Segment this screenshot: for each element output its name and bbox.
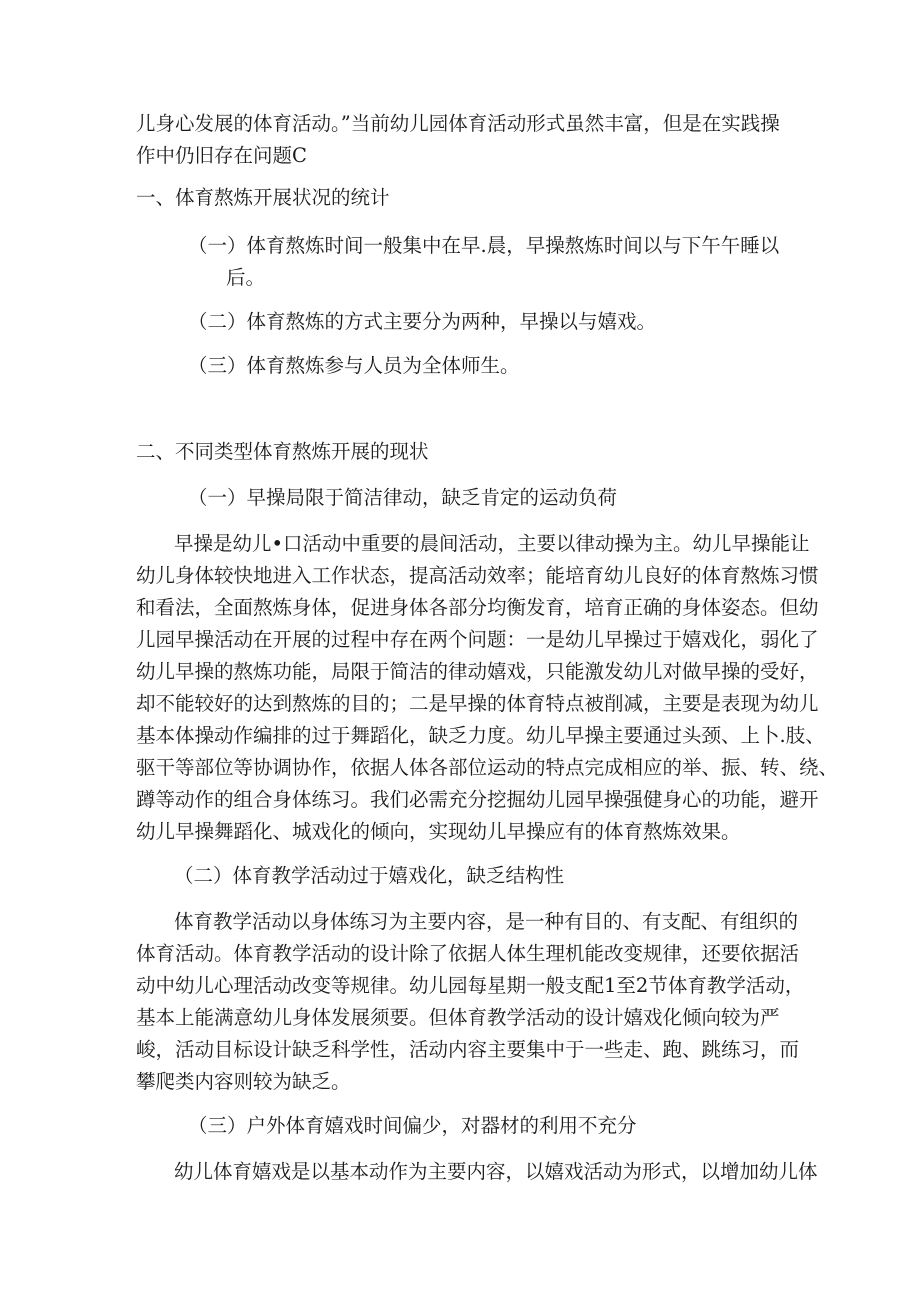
subsection-1-heading: （一）早操局限于简洁律动，缺乏肯定的运动负荷 <box>188 486 618 509</box>
paragraph-line: 儿园早操活动在开展的过程中存在两个问题：一是幼儿早操过于嬉戏化，弱化了 <box>136 628 819 651</box>
paragraph-line: 峻，活动目标设计缺乏科学性，活动内容主要集中于一些走、跑、跳练习，而 <box>136 1038 800 1061</box>
paragraph-line: 却不能较好的达到熬炼的目的；二是早操的体育特点被削减，主要是表现为幼儿 <box>136 692 819 715</box>
section-1-heading: 一、体育熬炼开展状况的统计 <box>136 186 390 209</box>
subsection-2-heading: （二）体育教学活动过于嬉戏化，缺乏结构性 <box>174 864 565 887</box>
section-1-item-3: （三）体育熬炼参与人员为全体师生。 <box>188 354 520 377</box>
paragraph-line: 体育教学活动以身体练习为主要内容，是一种有目的、有支配、有组织的 <box>174 910 799 933</box>
paragraph-line: 幼儿早操的熬炼功能，局限于简洁的律动嬉戏，只能激发幼儿对做早操的受好， <box>136 660 819 683</box>
paragraph-line: 驱干等部位等协调协作，依据人体各部位运动的特点完成相应的举、振、转、绕、 <box>136 756 839 779</box>
paragraph-line: 早操是幼儿•口活动中重要的晨间活动，主要以律动操为主。幼儿早操能让 <box>174 532 810 555</box>
intro-line: 儿身心发展的体育活动。”当前幼儿园体育活动形式虽然丰富，但是在实践操 <box>136 112 780 135</box>
paragraph-line: 幼儿早操舞蹈化、城戏化的倾向，实现幼儿早操应有的体育熬炼效果。 <box>136 820 741 843</box>
paragraph-line: 攀爬类内容则较为缺乏。 <box>136 1070 351 1093</box>
section-2-heading: 二、不同类型体育熬炼开展的现状 <box>136 440 429 463</box>
section-1-item-2: （二）体育熬炼的方式主要分为两种，早操以与嬉戏。 <box>188 310 657 333</box>
paragraph-line: 体育活动。体育教学活动的设计除了依据人体生理机能改变规律，还要依据活 <box>136 942 800 965</box>
paragraph-line: 动中幼儿心理活动改变等规律。幼儿园每星期一般支配1至2节体育教学活动， <box>136 974 805 997</box>
paragraph-line: 幼儿身体较快地进入工作状态，提高活动效率；能培育幼儿良好的体育熬炼习惯 <box>136 564 819 587</box>
paragraph-line: 基本体操动作编排的过于舞蹈化，缺乏力度。幼儿早操主要通过头颈、上卜.肢、 <box>136 724 825 747</box>
section-1-item-1-cont: 后。 <box>226 266 266 289</box>
intro-line: 作中仍旧存在问题C <box>136 144 307 167</box>
paragraph-line: 和看法，全面熬炼身体，促进身体各部分均衡发育，培育正确的身体姿态。但幼 <box>136 596 819 619</box>
subsection-3-heading: （三）户外体育嬉戏时间偏少，对器材的利用不充分 <box>188 1114 637 1137</box>
paragraph-line: 幼儿体育嬉戏是以基本动作为主要内容，以嬉戏活动为形式，以增加幼儿体 <box>174 1160 818 1183</box>
paragraph-line: 基本上能满意幼儿身体发展须要。但体育教学活动的设计嬉戏化倾向较为严 <box>136 1006 780 1029</box>
paragraph-line: 蹲等动作的组合身体练习。我们必需充分挖掘幼儿园早操强健身心的功能，避开 <box>136 788 819 811</box>
section-1-item-1: （一）体育熬炼时间一般集中在早.晨，早操熬炼时间以与下午午睡以 <box>188 234 780 257</box>
